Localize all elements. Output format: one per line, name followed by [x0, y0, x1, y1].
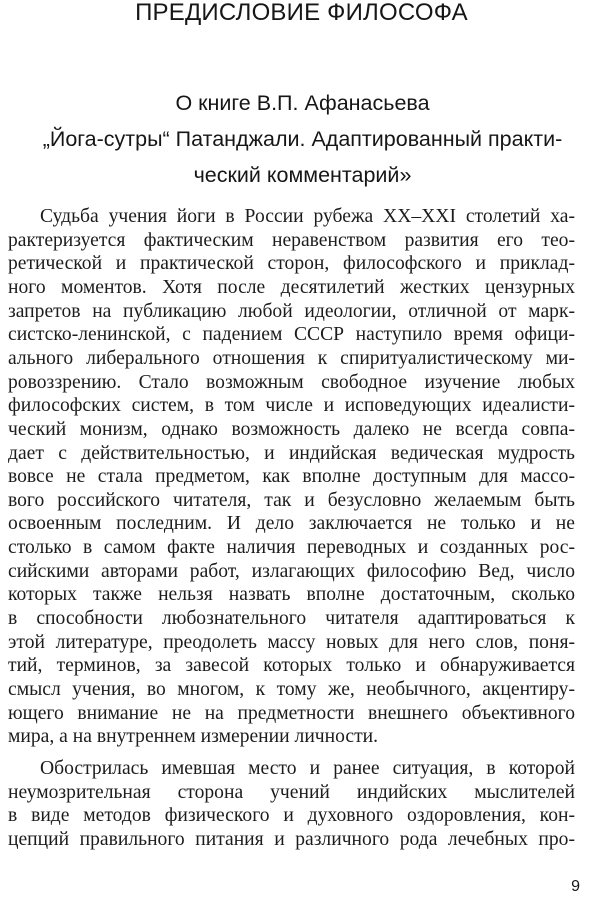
text-line: тий, терминов, за завесой которых только и обнаруживается [8, 655, 575, 677]
text-line: вовсе не стала предметом, как вполне доступным для массо- [8, 466, 575, 488]
text-line: дает с действительностью, и индийская ведическая мудрость [8, 442, 575, 464]
page-number: 9 [571, 878, 580, 895]
text-line: столько в самом факте наличия переводных и созданных рос- [8, 537, 575, 559]
text-line: мира, а на внутреннем измерении личности. [8, 726, 379, 748]
text-line: в виде методов физического и духовного оздоровления, кон- [8, 805, 575, 827]
text-line: ровоззрению. Стало возможным свободное изучение любых [8, 371, 575, 393]
text-line: рактеризуется фактическим неравенством развития его тео- [8, 229, 575, 251]
section-title: ПРЕДИСЛОВИЕ ФИЛОСОФА [135, 0, 468, 26]
text-line: неумозрительная сторона учений индийских мыслителей [8, 781, 575, 803]
book-title-line: О книге В.П. Афанасьева [175, 91, 430, 115]
text-line: цепций правильного питания и различного рода лечебных про- [8, 828, 575, 850]
text-line: философских систем, в том числе и исповедующих идеалисти- [8, 395, 575, 417]
text-line: систско-ленинской, с падением СССР наступило время офици- [8, 324, 575, 346]
text-line: ческий монизм, однако возможность далеко не всегда совпа- [8, 418, 575, 440]
text-line: в способности любознательного читателя адаптироваться к [8, 608, 575, 630]
text-line: освоенным последним. И дело заключается не только и не [8, 513, 575, 535]
text-line: смысл учения, во многом, к тому же, необычного, акцентиру- [8, 679, 575, 700]
text-line: Судьба учения йоги в России рубежа XX–XXI столетий ха- [40, 206, 575, 227]
book-title-line: ческий комментарий» [193, 163, 412, 187]
text-line: этой литературе, преодолеть массу новых для него слов, поня- [8, 631, 575, 653]
text-line: Обострилась имевшая место и ранее ситуация, в которой [40, 758, 575, 779]
text-line: запретов на публикацию любой идеологии, отличной от марк- [8, 300, 575, 322]
text-line: ного моментов. Хотя после десятилетий жестких цензурных [8, 276, 575, 298]
book-title-line: „Йога-сутры“ Патанджали. Адаптированный практи- [42, 127, 563, 151]
text-line: ретической и практической сторон, философского и приклад- [8, 253, 575, 275]
book-title [20, 85, 585, 193]
text-line: ального либерального отношения к спиритуалистическому ми- [8, 347, 575, 369]
text-line: вого российского читателя, так и безусловно желаемым быть [8, 489, 575, 511]
text-line: которых также нельзя назвать вполне достаточным, сколько [8, 584, 575, 606]
text-line: сийскими авторами работ, излагающих философию Вед, число [8, 560, 575, 582]
text-line: ющего внимание не на предметности внешнего объективного [8, 702, 575, 724]
